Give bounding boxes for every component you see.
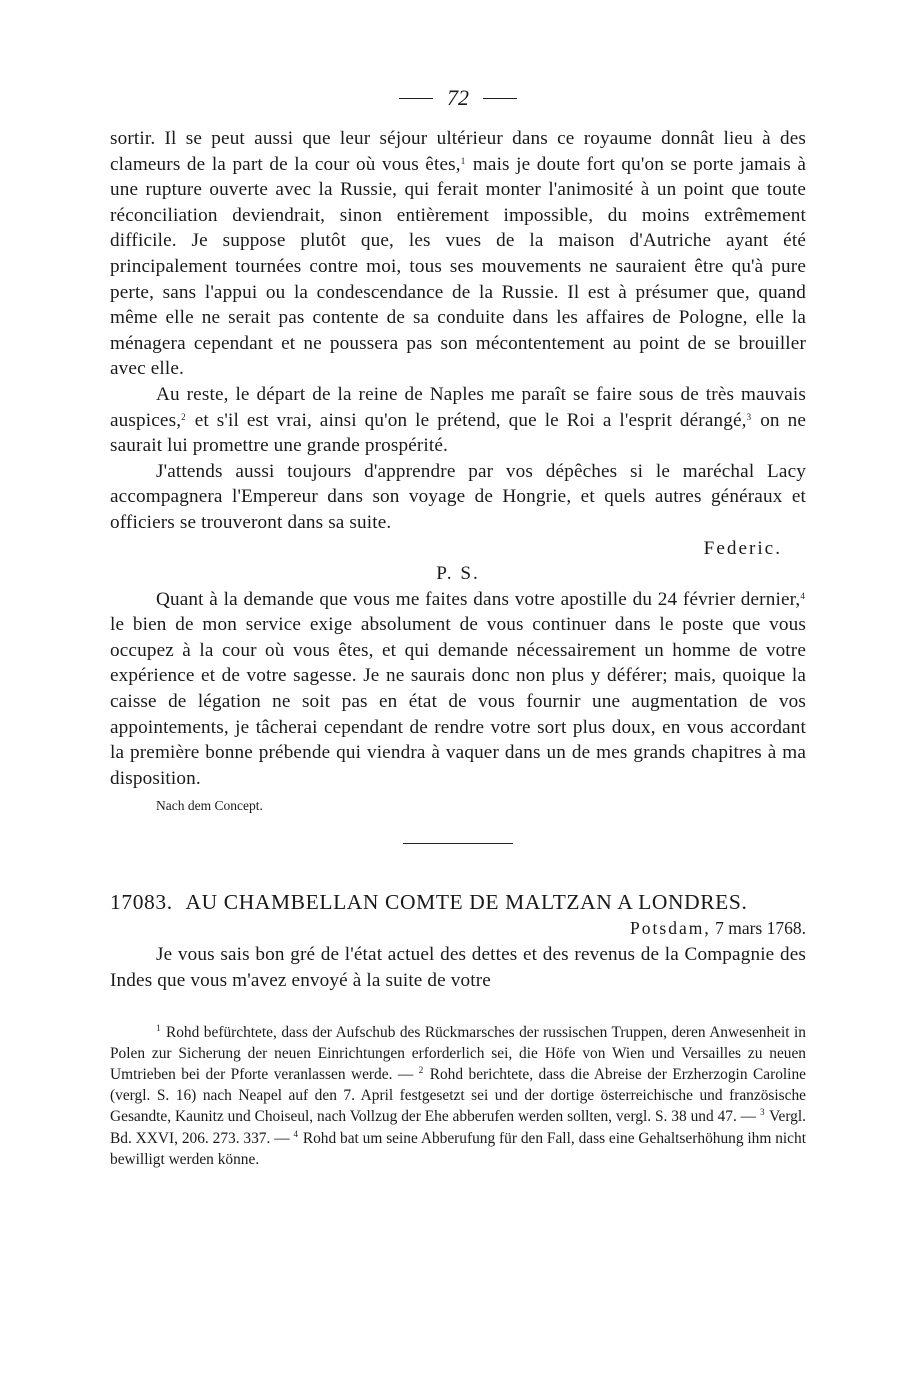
footnote-ref-4: 4 (800, 590, 805, 601)
footnote-ref-3: 3 (746, 411, 752, 422)
footnote-4: Rohd bat um seine Abberufung für den Fall, dass eine Gehaltserhöhung ihm nicht bewilligt werden könne. (110, 1129, 806, 1168)
footnote-ref-1: 1 (460, 155, 466, 166)
paragraph-1-part-b: mais je doute fort qu'on se porte jamais à une rupture ouverte avec la Russie, qui ferait monter l'animosité à un point que toute réconciliation deviendrait, sinon entièrement impossible, du moins extrêmement difficile. Je suppose plutôt que, les vues de la maison d'Autriche ayant été principalement tournées contre moi, tous ses mouvements ne sauraient être qu'à pure perte, sans l'appui ou la condescendance de la Russie. Il est à présumer que, quand même elle ne serait pas contente de sa conduite dans les affaires de Pologne, elle la ménagera cependant et ne poussera pas son mécontentement au point de se brouiller avec elle. (110, 153, 806, 380)
paragraph-2 (110, 382, 806, 459)
postscript-label: P. S. (436, 563, 480, 585)
dateline-date: 7 mars 1768. (715, 918, 806, 939)
paragraph-3: J'attends aussi toujours d'apprendre par vos dépêches si le maréchal Lacy accompagnera l'Empereur dans son voyage de Hongrie, et quels autres généraux et officiers se trouveront dans sa suite. (110, 460, 806, 533)
document-page (110, 80, 806, 1170)
paragraph-2-part-a: Au reste, le départ de la reine de Naples me paraît se faire sous de très mauvais auspices, (110, 383, 806, 431)
footnotes (110, 1022, 806, 1170)
source-note: Nach dem Concept. (156, 798, 263, 814)
footnote-1: Rohd befürchtete, dass der Aufschub des Rückmarsches der russischen Truppen, deren Anwesenheit in Polen zur Sicherung der neuen Einrichtungen erforderlich sei, die Höfe von Wien und Versailles zu neuen Umtrieben bei der Pforte veranlassen werde. — (110, 1023, 806, 1084)
dateline-place: Potsdam, (630, 918, 711, 939)
footnote-2: Rohd berichtete, dass die Abreise der Erzherzogin Caroline (vergl. S. 16) nach Neapel auf den 7. April festgesetzt sei und der dortige österreichische und französische Gesandte, Kaunitz und Choiseul, nach Vollzug der Ehe abberufen werden sollten, vergl. S. 38 und 47. — (110, 1066, 806, 1126)
postscript-part-a: Quant à la demande que vous me faites dans votre apostille du 24 février dernier, (156, 588, 801, 610)
footnote-mark-2: 2 (418, 1065, 424, 1076)
paragraph-2-part-c: on ne saurait lui promettre une grande prospérité. (110, 409, 806, 457)
letter-number: 17083. (110, 890, 173, 915)
footnote-3: Vergl. Bd. XXVI, 206. 273. 337. — (110, 1108, 806, 1147)
footnote-mark-1: 1 (156, 1022, 161, 1033)
paragraph-1-part-a: sortir. Il se peut aussi que leur séjour ultérieur dans ce royaume donnât lieu à des clameurs de la part de la cour où vous êtes, (110, 128, 806, 175)
letter-title: AU CHAMBELLAN COMTE DE MALTZAN A LONDRES. (185, 890, 748, 915)
paragraph-1 (110, 126, 806, 382)
header-dash-left (399, 98, 433, 99)
signature: Federic. (703, 537, 782, 559)
section-divider (403, 843, 513, 844)
dateline (110, 916, 806, 940)
header-dash-right (483, 98, 517, 99)
page-number: 72 (447, 85, 469, 110)
postscript-part-b: le bien de mon service exige absolument de vous continuer dans le poste que vous occupez à la cour où vous êtes, et qui demande nécessairement un homme de votre expérience et de votre sagesse. Je ne saurais donc non plus y déférer; mais, quoique la caisse de légation ne soit pas en état de vous fournir une augmentation de vos appointements, je tâcherai cependant de rendre votre sort plus doux, en vous accordant la première bonne prébende qui viendra à vaquer dans un de mes grands chapitres à ma disposition. (110, 614, 806, 789)
letter-1-body (110, 126, 806, 536)
postscript-body (110, 587, 806, 792)
postscript-paragraph (110, 587, 806, 792)
letter-2-paragraph: Je vous sais bon gré de l'état actuel des dettes et des revenus de la Compagnie des Indes que vous m'avez envoyé à la suite de votre (110, 944, 806, 992)
page-header (110, 80, 806, 116)
paragraph-2-part-b: et s'il est vrai, ainsi qu'on le prétend, que le Roi a l'esprit dérangé, (194, 409, 747, 431)
letter-2-body (110, 942, 806, 993)
footnote-mark-4: 4 (293, 1128, 298, 1139)
footnotes-paragraph (110, 1022, 806, 1170)
letter-2-heading (110, 888, 806, 916)
footnote-mark-3: 3 (759, 1107, 765, 1118)
footnote-ref-2: 2 (181, 411, 186, 422)
